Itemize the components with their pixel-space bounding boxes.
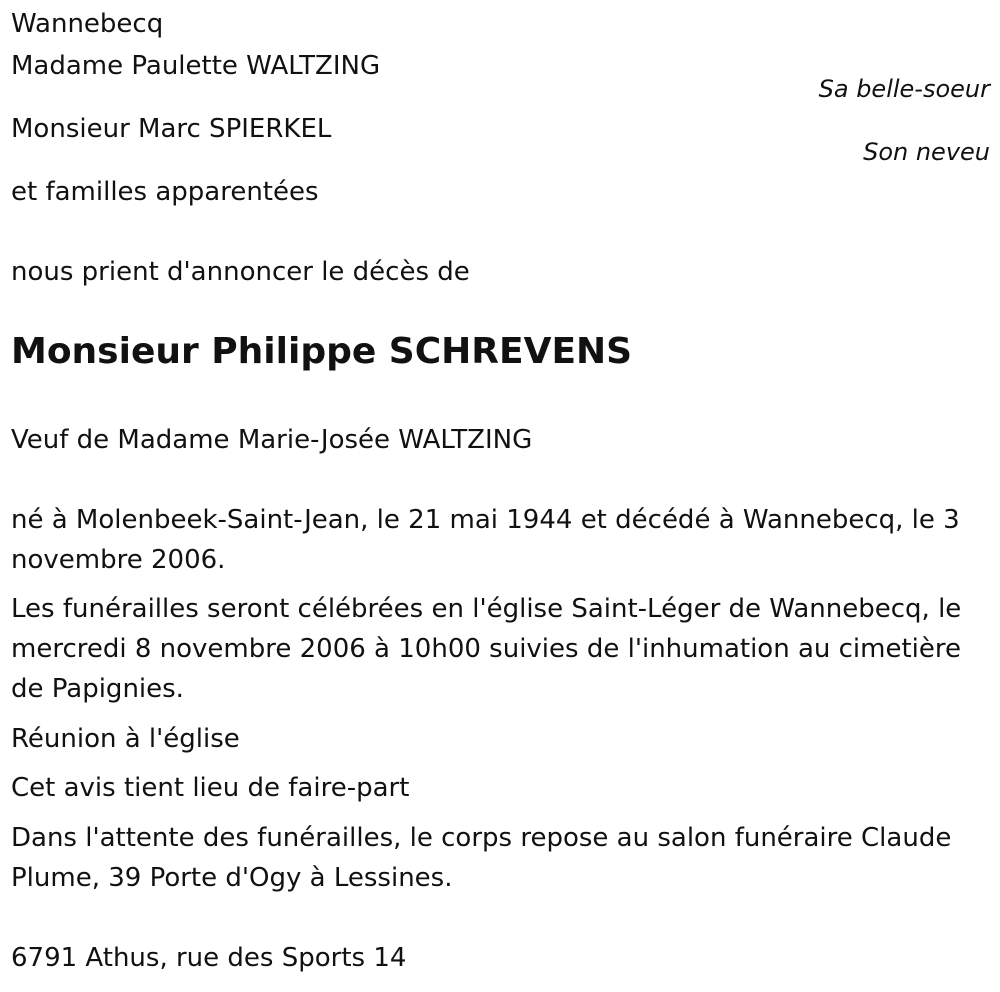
deceased-name: Monsieur Philippe SCHREVENS bbox=[11, 331, 633, 372]
spouse-line: Veuf de Madame Marie-Josée WALTZING bbox=[11, 425, 533, 455]
meeting-line: Réunion à l'église bbox=[11, 724, 240, 754]
funeral-paragraph: Les funérailles seront célébrées en l'église Saint-Léger de Wannebecq, le mercredi 8 novembre 2006 à 10h00 suivies de l'inhumation au cimetière de Papignies. bbox=[11, 594, 962, 704]
family-member-relation: Son neveu bbox=[863, 138, 990, 166]
announcement-line: nous prient d'annoncer le décès de bbox=[11, 257, 470, 287]
family-member-relation: Sa belle-soeur bbox=[818, 75, 990, 103]
family-member-name: Monsieur Marc SPIERKEL bbox=[11, 114, 332, 144]
resting-paragraph: Dans l'attente des funérailles, le corps repose au salon funéraire Claude Plume, 39 Porte d'Ogy à Lessines. bbox=[11, 823, 952, 893]
notice-line: Cet avis tient lieu de faire-part bbox=[11, 773, 410, 803]
relatives-line: et familles apparentées bbox=[11, 177, 319, 207]
birth-death-paragraph: né à Molenbeek-Saint-Jean, le 21 mai 1944 et décédé à Wannebecq, le 3 novembre 2006. bbox=[11, 505, 960, 575]
address-line: 6791 Athus, rue des Sports 14 bbox=[11, 943, 407, 973]
city-heading: Wannebecq bbox=[11, 9, 164, 39]
family-member-name: Madame Paulette WALTZING bbox=[11, 51, 381, 81]
